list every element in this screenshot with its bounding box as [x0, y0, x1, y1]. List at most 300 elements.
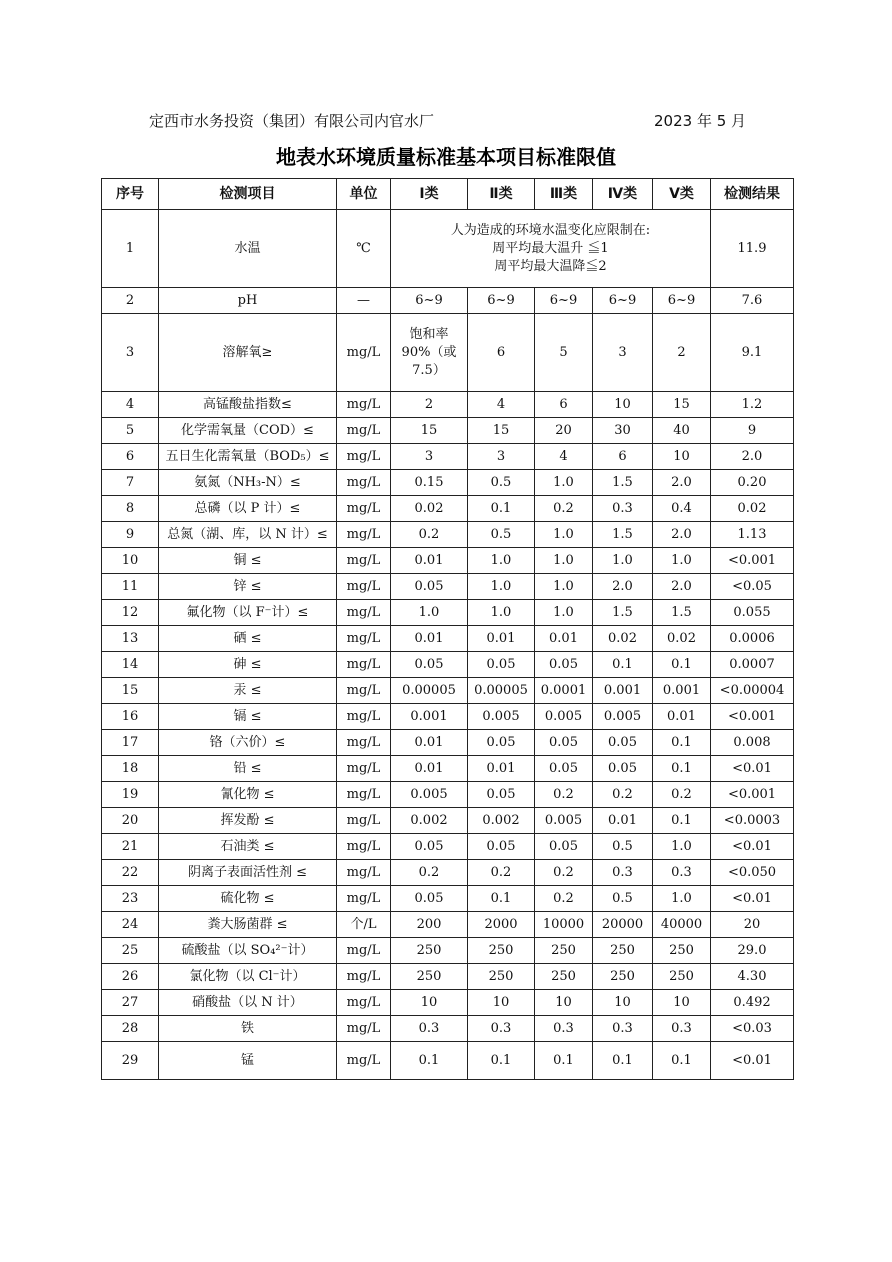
row-class-4: 0.5: [593, 886, 653, 912]
row-class-3: 6: [535, 392, 593, 418]
row-class-1: 0.02: [391, 496, 468, 522]
row-class-3: 0.2: [535, 860, 593, 886]
row-class-1: 0.01: [391, 626, 468, 652]
row-class-1: 1.0: [391, 600, 468, 626]
page-title: 地表水环境质量标准基本项目标准限值: [276, 145, 616, 169]
row-item: 化学需氧量（COD）≤: [159, 418, 337, 444]
row-no: 27: [102, 990, 159, 1016]
row-result: 0.008: [711, 730, 794, 756]
row-class-3: 250: [535, 964, 593, 990]
row-no: 18: [102, 756, 159, 782]
row-class-4: 0.005: [593, 704, 653, 730]
row-unit: mg/L: [337, 704, 391, 730]
row-item: 硒 ≤: [159, 626, 337, 652]
row-class-3: 1.0: [535, 600, 593, 626]
row-unit: mg/L: [337, 470, 391, 496]
row-result: 0.20: [711, 470, 794, 496]
table-row: [102, 652, 794, 678]
row-class-5: 2.0: [653, 522, 711, 548]
table-row: [102, 886, 794, 912]
row-class-4: 0.1: [593, 652, 653, 678]
row-unit: 个/L: [337, 912, 391, 938]
row-class-3: 0.05: [535, 834, 593, 860]
row-class-2: 0.2: [468, 860, 535, 886]
row-item: 挥发酚 ≤: [159, 808, 337, 834]
row-class-4: 0.1: [593, 1042, 653, 1080]
row-unit: mg/L: [337, 886, 391, 912]
row-class-2: 0.3: [468, 1016, 535, 1042]
row-class-3: 10000: [535, 912, 593, 938]
row-class-3: 250: [535, 938, 593, 964]
row-class-5: 2.0: [653, 470, 711, 496]
row-class-5: 0.1: [653, 808, 711, 834]
row-unit: mg/L: [337, 444, 391, 470]
row-result: 4.30: [711, 964, 794, 990]
row-item: 锌 ≤: [159, 574, 337, 600]
col-header-item: 检测项目: [159, 179, 337, 210]
row-class-4: 0.3: [593, 860, 653, 886]
row-class-5: 0.3: [653, 1016, 711, 1042]
row-class-1: 0.05: [391, 574, 468, 600]
row-class-3: 0.005: [535, 808, 593, 834]
row-class-2: 0.05: [468, 782, 535, 808]
row-result: <0.05: [711, 574, 794, 600]
row-no: 23: [102, 886, 159, 912]
row-no: 15: [102, 678, 159, 704]
do-class-1-line: 7.5）: [412, 362, 446, 378]
table-row: [102, 808, 794, 834]
row-result: <0.050: [711, 860, 794, 886]
water-temp-note-line: 人为造成的环境水温变化应限制在:: [450, 222, 651, 238]
row-class-5: 0.001: [653, 678, 711, 704]
row-class-1: 0.002: [391, 808, 468, 834]
row-class-4: 1.5: [593, 600, 653, 626]
row-item: 总氮（湖、库，以 N 计）≤: [159, 522, 337, 548]
row-class-1: 0.01: [391, 730, 468, 756]
row-unit: mg/L: [337, 964, 391, 990]
row-class-2: 0.01: [468, 756, 535, 782]
row-class-2: 250: [468, 938, 535, 964]
row-class-3: 0.05: [535, 730, 593, 756]
row-no: 22: [102, 860, 159, 886]
row-no: 7: [102, 470, 159, 496]
row-item: 粪大肠菌群 ≤: [159, 912, 337, 938]
row-class-1: 0.001: [391, 704, 468, 730]
row-unit: mg/L: [337, 756, 391, 782]
table-row: [102, 600, 794, 626]
row-class-3: 0.0001: [535, 678, 593, 704]
row-class-5: 0.02: [653, 626, 711, 652]
row-result: <0.001: [711, 782, 794, 808]
row-class-4: 30: [593, 418, 653, 444]
row-unit: mg/L: [337, 496, 391, 522]
row-class-4: 6~9: [593, 288, 653, 314]
row-class-1: 0.2: [391, 860, 468, 886]
row-class-1: 250: [391, 964, 468, 990]
table-row: [102, 782, 794, 808]
row-class-1: 10: [391, 990, 468, 1016]
row-class-1: 0.05: [391, 886, 468, 912]
row-item: pH: [159, 288, 337, 314]
row-unit: mg/L: [337, 314, 391, 392]
row-item: 硝酸盐（以 N 计）: [159, 990, 337, 1016]
row-no: 17: [102, 730, 159, 756]
row-no: 2: [102, 288, 159, 314]
row-unit: mg/L: [337, 860, 391, 886]
row-class-2: 15: [468, 418, 535, 444]
table-row: [102, 574, 794, 600]
row-class-1: 0.15: [391, 470, 468, 496]
row-result: <0.01: [711, 756, 794, 782]
table-row: [102, 756, 794, 782]
col-header-class-1: Ⅰ类: [391, 179, 468, 210]
row-no: 16: [102, 704, 159, 730]
col-header-class-4: Ⅳ类: [593, 179, 653, 210]
row-item: 铅 ≤: [159, 756, 337, 782]
row-unit: mg/L: [337, 938, 391, 964]
row-no: 4: [102, 392, 159, 418]
row-result: <0.00004: [711, 678, 794, 704]
row-class-4: 0.001: [593, 678, 653, 704]
row-class-5: 0.2: [653, 782, 711, 808]
row-class-5: 6~9: [653, 288, 711, 314]
row-unit: mg/L: [337, 678, 391, 704]
row-class-5: 0.1: [653, 730, 711, 756]
row-class-5: 250: [653, 964, 711, 990]
row-class-1: 0.01: [391, 756, 468, 782]
table-row: [102, 1042, 794, 1080]
row-class-4: 0.5: [593, 834, 653, 860]
row-class-4: 0.05: [593, 756, 653, 782]
row-class-4: 1.0: [593, 548, 653, 574]
standard-limits-table: [101, 178, 794, 1080]
row-item: 砷 ≤: [159, 652, 337, 678]
row-unit: mg/L: [337, 834, 391, 860]
row-class-1: 0.05: [391, 652, 468, 678]
row-no: 26: [102, 964, 159, 990]
table-row: [102, 626, 794, 652]
table-header-row: [102, 179, 794, 210]
row-class-3: 1.0: [535, 548, 593, 574]
table-row: [102, 704, 794, 730]
row-no: 5: [102, 418, 159, 444]
row-class-4: 10: [593, 990, 653, 1016]
row-no: 25: [102, 938, 159, 964]
row-item: 高锰酸盐指数≤: [159, 392, 337, 418]
row-class-2: 3: [468, 444, 535, 470]
table-row: [102, 678, 794, 704]
table-row: [102, 522, 794, 548]
row-item: 阴离子表面活性剂 ≤: [159, 860, 337, 886]
row-class-3: 1.0: [535, 522, 593, 548]
row-item: 水温: [159, 210, 337, 288]
table-row: [102, 288, 794, 314]
row-unit: mg/L: [337, 548, 391, 574]
row-class-3: 1.0: [535, 470, 593, 496]
row-no: 14: [102, 652, 159, 678]
row-result: 0.0007: [711, 652, 794, 678]
row-unit: mg/L: [337, 782, 391, 808]
row-class-1: 3: [391, 444, 468, 470]
row-no: 3: [102, 314, 159, 392]
row-class-5: 1.5: [653, 600, 711, 626]
row-unit: mg/L: [337, 522, 391, 548]
row-item: 石油类 ≤: [159, 834, 337, 860]
row-class-5: 2: [653, 314, 711, 392]
row-result: 1.2: [711, 392, 794, 418]
row-class-2: 6: [468, 314, 535, 392]
table-row: [102, 938, 794, 964]
row-class-3: 0.005: [535, 704, 593, 730]
row-class-5: 10: [653, 444, 711, 470]
table-row: [102, 210, 794, 288]
row-class-3: 0.05: [535, 756, 593, 782]
row-class-3: 20: [535, 418, 593, 444]
row-class-2: 0.05: [468, 730, 535, 756]
row-result: <0.01: [711, 834, 794, 860]
row-item: 锰: [159, 1042, 337, 1080]
row-class-2: 1.0: [468, 574, 535, 600]
water-temp-note: [391, 210, 711, 288]
do-class-1-line: 饱和率: [409, 326, 449, 342]
row-unit: mg/L: [337, 574, 391, 600]
col-header-no: 序号: [102, 179, 159, 210]
row-result: <0.03: [711, 1016, 794, 1042]
row-class-2: 0.05: [468, 652, 535, 678]
row-class-2: 0.005: [468, 704, 535, 730]
row-unit: mg/L: [337, 730, 391, 756]
row-class-4: 10: [593, 392, 653, 418]
col-header-class-3: Ⅲ类: [535, 179, 593, 210]
row-class-5: 0.1: [653, 652, 711, 678]
row-unit: mg/L: [337, 990, 391, 1016]
row-class-3: 0.2: [535, 782, 593, 808]
col-header-class-2: Ⅱ类: [468, 179, 535, 210]
row-class-2: 0.1: [468, 496, 535, 522]
row-class-2: 0.00005: [468, 678, 535, 704]
row-class-4: 1.5: [593, 522, 653, 548]
row-class-4: 0.3: [593, 1016, 653, 1042]
row-no: 1: [102, 210, 159, 288]
row-class-2: 4: [468, 392, 535, 418]
row-class-4: 20000: [593, 912, 653, 938]
row-result: 7.6: [711, 288, 794, 314]
row-class-3: 0.2: [535, 496, 593, 522]
row-result: <0.01: [711, 886, 794, 912]
row-no: 9: [102, 522, 159, 548]
row-no: 11: [102, 574, 159, 600]
row-class-3: 6~9: [535, 288, 593, 314]
row-unit: —: [337, 288, 391, 314]
row-class-1: 0.005: [391, 782, 468, 808]
row-class-2: 0.5: [468, 522, 535, 548]
row-class-1: 15: [391, 418, 468, 444]
row-no: 8: [102, 496, 159, 522]
row-class-5: 40000: [653, 912, 711, 938]
row-class-2: 0.5: [468, 470, 535, 496]
row-item: 汞 ≤: [159, 678, 337, 704]
row-result: <0.001: [711, 704, 794, 730]
row-no: 6: [102, 444, 159, 470]
row-class-3: 4: [535, 444, 593, 470]
row-class-1: 0.2: [391, 522, 468, 548]
row-result: <0.01: [711, 1042, 794, 1080]
row-class-5: 0.1: [653, 1042, 711, 1080]
row-class-4: 1.5: [593, 470, 653, 496]
row-result: 0.492: [711, 990, 794, 1016]
row-class-5: 40: [653, 418, 711, 444]
row-class-1: [391, 314, 468, 392]
row-item: 铁: [159, 1016, 337, 1042]
row-result: 0.055: [711, 600, 794, 626]
row-class-5: 0.3: [653, 860, 711, 886]
row-no: 24: [102, 912, 159, 938]
row-unit: mg/L: [337, 1042, 391, 1080]
row-result: <0.001: [711, 548, 794, 574]
row-class-4: 0.2: [593, 782, 653, 808]
row-class-2: 0.1: [468, 1042, 535, 1080]
table-row: [102, 964, 794, 990]
row-class-4: 2.0: [593, 574, 653, 600]
row-class-3: 0.2: [535, 886, 593, 912]
row-result: 9: [711, 418, 794, 444]
row-result: <0.0003: [711, 808, 794, 834]
row-item: 五日生化需氧量（BOD₅）≤: [159, 444, 337, 470]
row-class-5: 15: [653, 392, 711, 418]
row-result: 29.0: [711, 938, 794, 964]
row-item: 总磷（以 P 计）≤: [159, 496, 337, 522]
table-row: [102, 860, 794, 886]
table-row: [102, 392, 794, 418]
row-class-2: 0.1: [468, 886, 535, 912]
row-result: 9.1: [711, 314, 794, 392]
row-class-4: 250: [593, 938, 653, 964]
row-class-5: 0.01: [653, 704, 711, 730]
row-class-2: 10: [468, 990, 535, 1016]
row-class-1: 6~9: [391, 288, 468, 314]
row-class-3: 0.1: [535, 1042, 593, 1080]
table-row: [102, 418, 794, 444]
col-header-result: 检测结果: [711, 179, 794, 210]
row-no: 28: [102, 1016, 159, 1042]
row-item: 硫酸盐（以 SO₄²⁻计）: [159, 938, 337, 964]
row-item: 镉 ≤: [159, 704, 337, 730]
row-item: 氨氮（NH₃-N）≤: [159, 470, 337, 496]
row-unit: mg/L: [337, 1016, 391, 1042]
row-class-1: 0.01: [391, 548, 468, 574]
table-row: [102, 314, 794, 392]
row-class-2: 0.05: [468, 834, 535, 860]
row-class-5: 250: [653, 938, 711, 964]
row-class-5: 0.1: [653, 756, 711, 782]
row-item: 氯化物（以 Cl⁻计）: [159, 964, 337, 990]
row-class-5: 0.4: [653, 496, 711, 522]
row-class-5: 2.0: [653, 574, 711, 600]
row-result: 2.0: [711, 444, 794, 470]
row-class-3: 1.0: [535, 574, 593, 600]
row-result: 11.9: [711, 210, 794, 288]
table-row: [102, 470, 794, 496]
row-item: 溶解氧≥: [159, 314, 337, 392]
table-row: [102, 990, 794, 1016]
row-item: 氟化物（以 F⁻计）≤: [159, 600, 337, 626]
row-class-3: 5: [535, 314, 593, 392]
row-no: 20: [102, 808, 159, 834]
table-row: [102, 496, 794, 522]
row-unit: mg/L: [337, 392, 391, 418]
row-no: 21: [102, 834, 159, 860]
row-class-2: 0.002: [468, 808, 535, 834]
row-class-1: 0.00005: [391, 678, 468, 704]
col-header-unit: 单位: [337, 179, 391, 210]
report-date: 2023 年 5 月: [654, 112, 747, 130]
row-class-4: 6: [593, 444, 653, 470]
row-class-1: 0.05: [391, 834, 468, 860]
row-no: 29: [102, 1042, 159, 1080]
row-class-3: 0.01: [535, 626, 593, 652]
table-row: [102, 1016, 794, 1042]
row-class-2: 0.01: [468, 626, 535, 652]
row-class-2: 1.0: [468, 600, 535, 626]
row-item: 铬（六价）≤: [159, 730, 337, 756]
row-result: 20: [711, 912, 794, 938]
row-item: 硫化物 ≤: [159, 886, 337, 912]
row-class-3: 0.3: [535, 1016, 593, 1042]
row-class-1: 250: [391, 938, 468, 964]
row-unit: mg/L: [337, 600, 391, 626]
table-row: [102, 444, 794, 470]
row-class-2: 1.0: [468, 548, 535, 574]
row-class-3: 0.05: [535, 652, 593, 678]
row-class-2: 6~9: [468, 288, 535, 314]
table-row: [102, 548, 794, 574]
row-class-1: 0.3: [391, 1016, 468, 1042]
row-class-5: 1.0: [653, 886, 711, 912]
row-class-4: 0.05: [593, 730, 653, 756]
row-class-4: 250: [593, 964, 653, 990]
row-result: 0.0006: [711, 626, 794, 652]
row-class-1: 2: [391, 392, 468, 418]
row-item: 铜 ≤: [159, 548, 337, 574]
water-temp-note-line: 周平均最大温降≦2: [494, 258, 607, 274]
row-unit: mg/L: [337, 808, 391, 834]
row-class-4: 0.3: [593, 496, 653, 522]
row-class-1: 0.1: [391, 1042, 468, 1080]
row-no: 10: [102, 548, 159, 574]
row-item: 氰化物 ≤: [159, 782, 337, 808]
row-class-3: 10: [535, 990, 593, 1016]
row-class-4: 0.01: [593, 808, 653, 834]
row-result: 0.02: [711, 496, 794, 522]
row-class-2: 2000: [468, 912, 535, 938]
row-class-5: 10: [653, 990, 711, 1016]
row-unit: ℃: [337, 210, 391, 288]
organization-name: 定西市水务投资（集团）有限公司内官水厂: [149, 112, 435, 130]
row-no: 12: [102, 600, 159, 626]
row-class-5: 1.0: [653, 548, 711, 574]
row-no: 13: [102, 626, 159, 652]
table-row: [102, 834, 794, 860]
row-class-4: 0.02: [593, 626, 653, 652]
row-class-1: 200: [391, 912, 468, 938]
table-row: [102, 912, 794, 938]
row-result: 1.13: [711, 522, 794, 548]
row-class-2: 250: [468, 964, 535, 990]
row-unit: mg/L: [337, 418, 391, 444]
row-class-4: 3: [593, 314, 653, 392]
table-row: [102, 730, 794, 756]
col-header-class-5: Ⅴ类: [653, 179, 711, 210]
